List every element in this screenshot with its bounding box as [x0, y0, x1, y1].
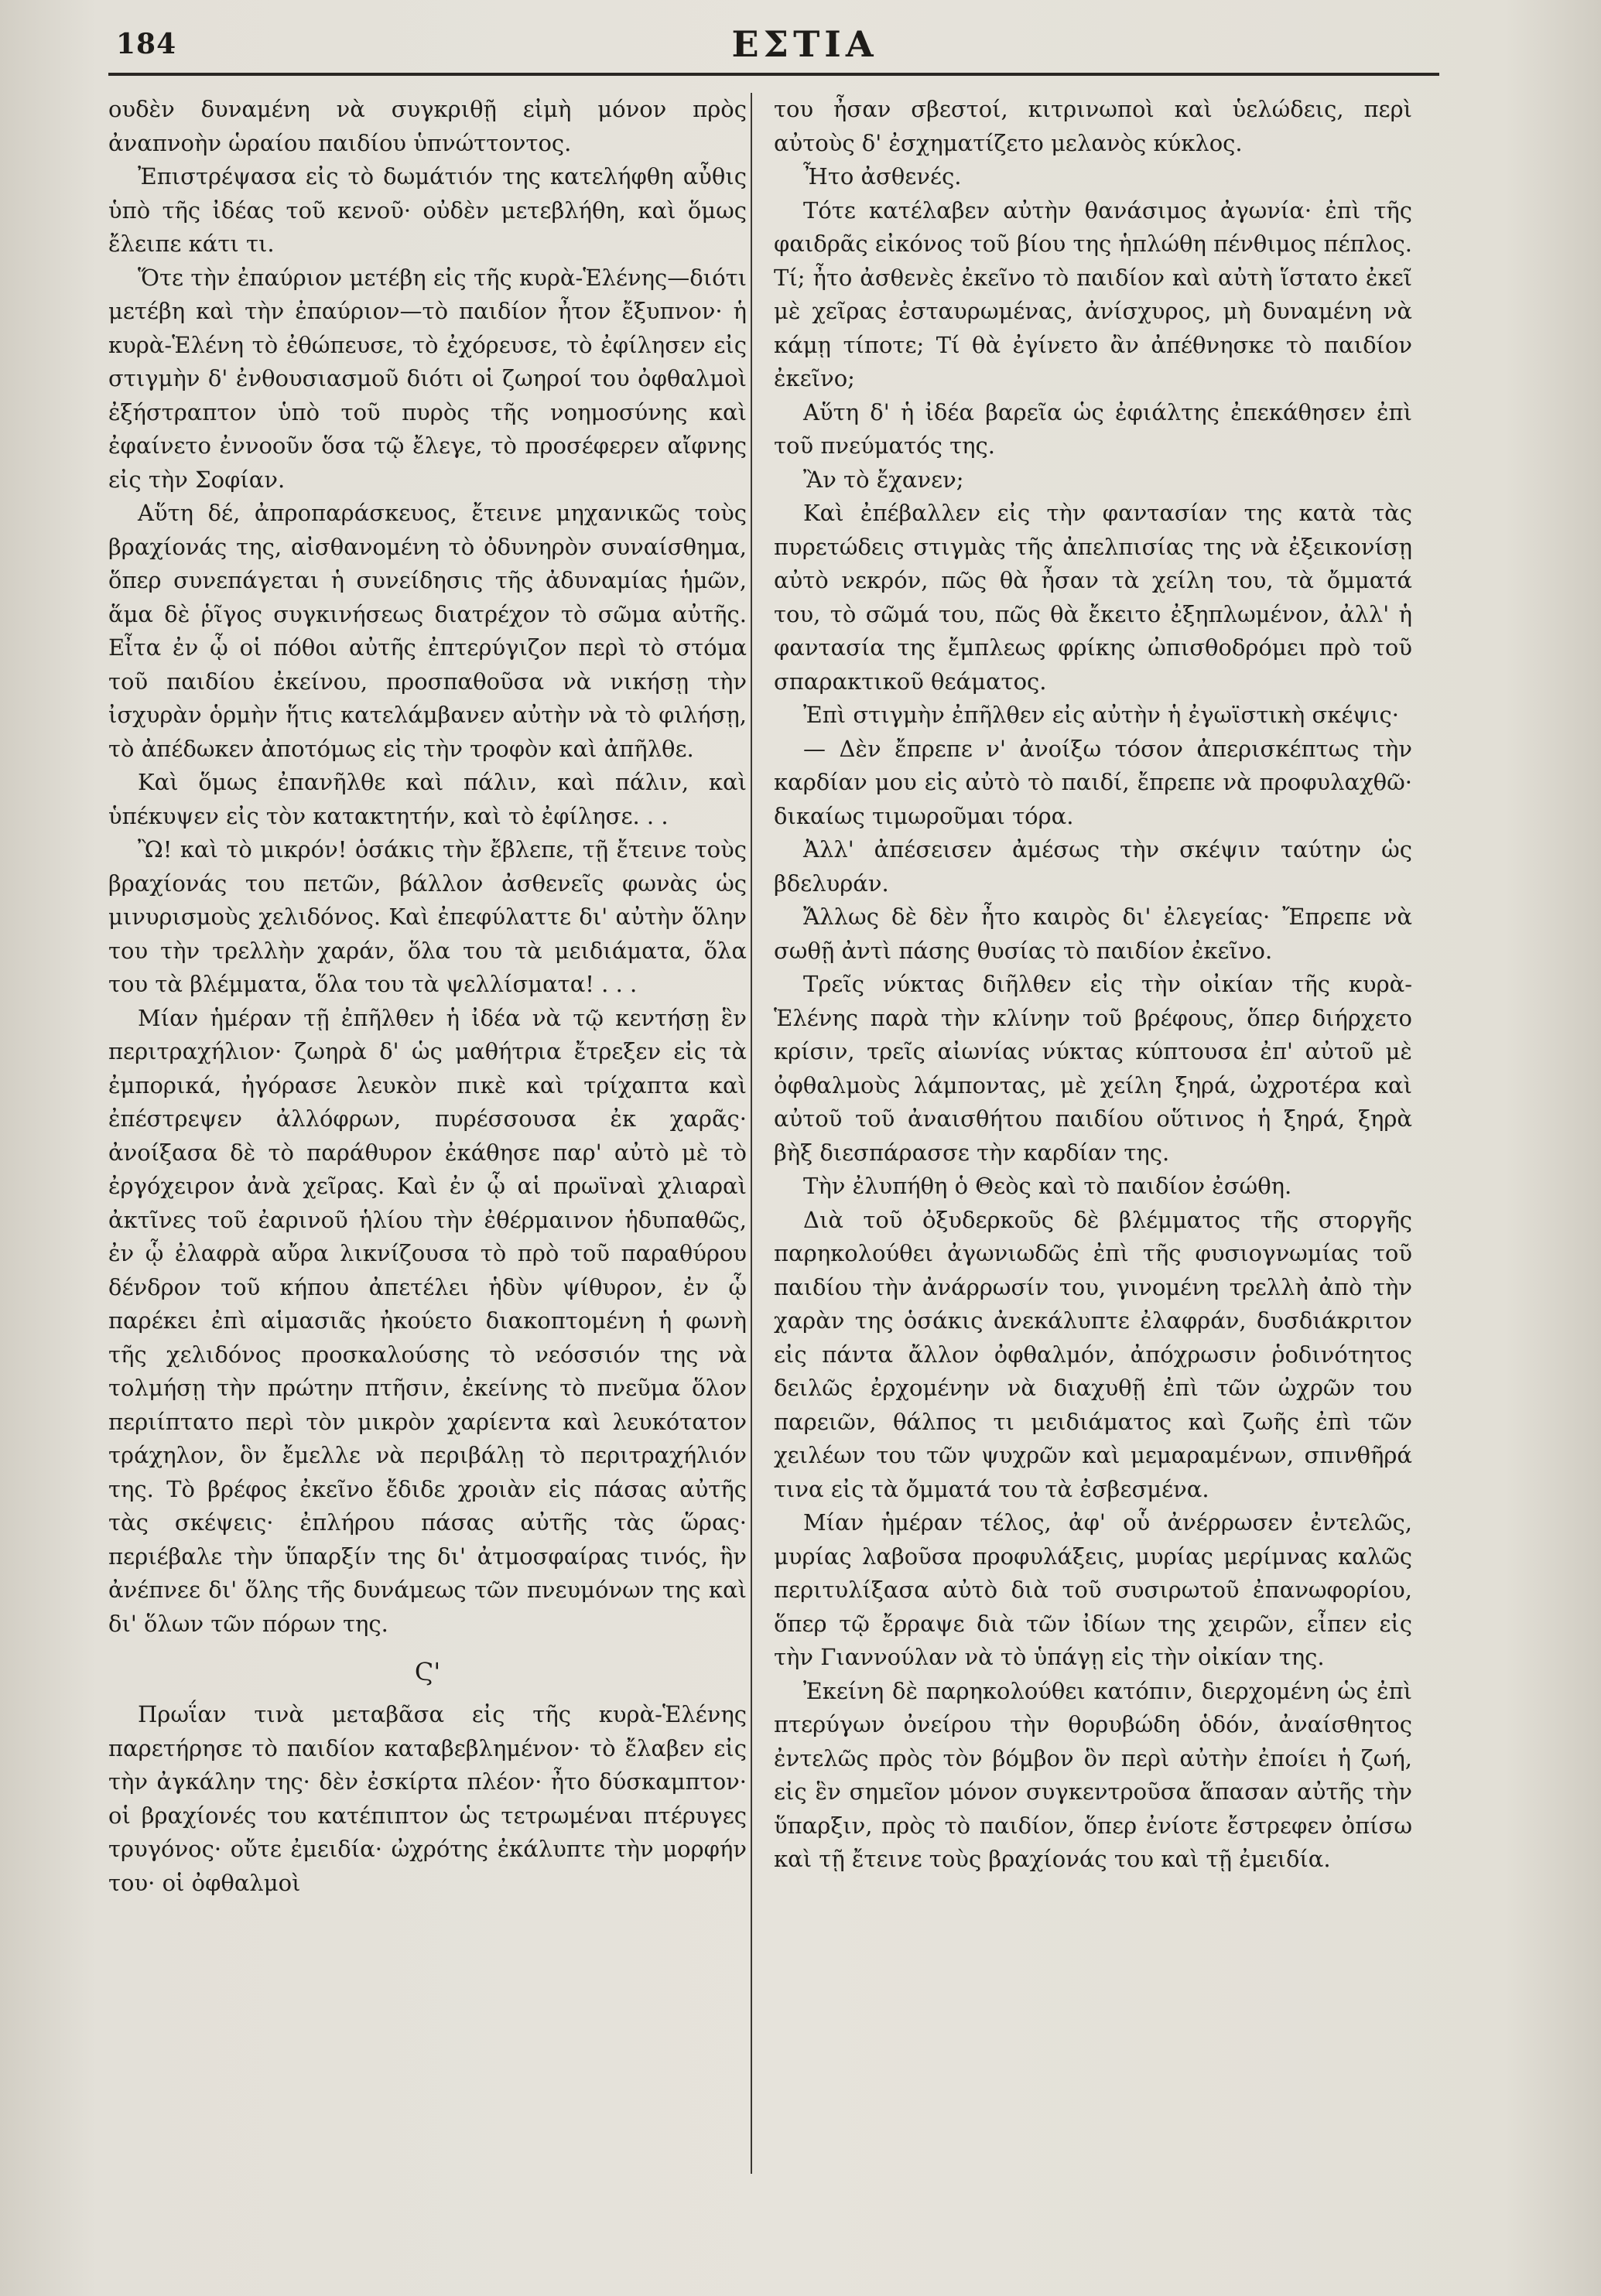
paragraph: Αὕτη δ' ἡ ἰδέα βαρεῖα ὡς ἐφιάλτης ἐπεκάθησεν ἐπὶ τοῦ πνεύματός της. [774, 398, 1412, 459]
header-rule [108, 73, 1439, 76]
paragraph: Πρωΐαν τινὰ μεταβᾶσα εἰς τῆς κυρὰ-Ἑλένης παρετήρησε τὸ παιδίον καταβεβλημένον· τὸ ἔλαβεν εἰς τὴν ἀγκάλην της· δὲν ἐσκίρτα πλέον· ἦτο δύσκαμπτον· οἱ βραχίονές του κατέπιπτον ὡς τετρωμέναι πτέρυγες τρυγόνος· οὔτε ἐμειδία· ὠχρότης ἐκάλυπτε τὴν μορφήν του· οἱ ὀφθαλμοὶ [108, 1701, 747, 1896]
right-column [774, 93, 1412, 2251]
paragraph: Μίαν ἡμέραν τέλος, ἀφ' οὗ ἀνέρρωσεν ἐντελῶς, μυρίας λαβοῦσα προφυλάξεις, μυρίας μερίμνας καλῶς περιτυλίξασα αὐτὸ διὰ τοῦ συσιρωτοῦ ἐπανωφορίου, ὅπερ τῷ ἔρραψε διὰ τῶν ἰδίων της χειρῶν, εἶπεν εἰς τὴν Γιαννούλαν νὰ τὸ ὑπάγῃ εἰς τὴν οἰκίαν της. [774, 1509, 1412, 1670]
section-number: Ϛ' [414, 1657, 441, 1686]
paragraph: — Δὲν ἔπρεπε ν' ἀνοίξω τόσον ἀπερισκέπτως τὴν καρδίαν μου εἰς αὐτὸ τὸ παιδί, ἔπρεπε νὰ προφυλαχθῶ· δικαίως τιμωροῦμαι τόρα. [774, 735, 1412, 829]
paragraph: Καὶ ἐπέβαλλεν εἰς τὴν φαντασίαν της κατὰ τὰς πυρετώδεις στιγμὰς τῆς ἀπελπισίας της νὰ ἐξεικονίσῃ αὐτὸ νεκρόν, πῶς θὰ ἦσαν τὰ χείλη του, τὰ ὄμματά του, τὸ σῶμά του, πῶς θὰ ἔκειτο ἐξηπλωμένον, ἀλλ' ἡ φαντασία της ἔμπλεως φρίκης ὠπισθοδρόμει πρὸ τοῦ σπαρακτικοῦ θεάματος. [774, 500, 1412, 695]
paragraph: Ἐπὶ στιγμὴν ἐπῆλθεν εἰς αὐτὴν ἡ ἐγωϊστικὴ σκέψις· [803, 702, 1399, 728]
paragraph: Ἀλλ' ἀπέσεισεν ἀμέσως τὴν σκέψιν ταύτην ὡς βδελυράν. [774, 836, 1412, 897]
paragraph: Ἦτο ἀσθενές. [803, 163, 962, 190]
left-column-text [108, 93, 747, 1641]
paragraph: Ἐπιστρέψασα εἰς τὸ δωμάτιόν της κατελήφθη αὖθις ὑπὸ τῆς ἰδέας τοῦ κενοῦ· οὐδὲν μετεβλήθη, καὶ ὅμως ἔλειπε κάτι τι. [108, 163, 747, 257]
paragraph: Τότε κατέλαβεν αὐτὴν θανάσιμος ἀγωνία· ἐπὶ τῆς φαιδρᾶς εἰκόνος τοῦ βίου της ἡπλώθη πένθιμος πέπλος. Τί; ἦτο ἀσθενὲς ἐκεῖνο τὸ παιδίον καὶ αὐτὴ ἵστατο ἐκεῖ μὲ χεῖρας ἐσταυρωμένας, ἀνίσχυρος, μὴ δυναμένη νὰ κάμῃ τίποτε; Τί θὰ ἐγίνετο ἂν ἀπέθνησκε τὸ παιδίον ἐκεῖνο; [774, 196, 1412, 391]
left-column-text-after-section [108, 1698, 747, 1900]
left-column [108, 93, 747, 2251]
paragraph: ουδὲν δυναμένη νὰ συγκριθῇ εἰμὴ μόνον πρὸς ἀναπνοὴν ὡραίου παιδίου ὑπνώττοντος. [108, 96, 747, 156]
paragraph: Ἂν τὸ ἔχανεν; [803, 466, 964, 493]
paragraph: Ἄλλως δὲ δὲν ἦτο καιρὸς δι' ἐλεγείας· Ἔπρεπε νὰ σωθῇ ἀντὶ πάσης θυσίας τὸ παιδίον ἐκεῖνο. [774, 904, 1412, 964]
page-number: 184 [116, 28, 177, 60]
paragraph: του ἦσαν σβεστοί, κιτρινωποὶ καὶ ὑελώδεις, περὶ αὐτοὺς δ' ἐσχηματίζετο μελανὸς κύκλος. [774, 96, 1412, 156]
paragraph: Μίαν ἡμέραν τῇ ἐπῆλθεν ἡ ἰδέα νὰ τῷ κεντήσῃ ἓν περιτραχήλιον· ζωηρὰ δ' ὡς μαθήτρια ἔτρεξεν εἰς τὰ ἐμπορικά, ἠγόρασε λευκὸν πικὲ καὶ τρίχαπτα καὶ ἐπέστρεψεν ἀλλόφρων, πυρέσσουσα ἐκ χαρᾶς· ἀνοίξασα δὲ τὸ παράθυρον ἐκάθησε παρ' αὐτὸ μὲ τὸ ἐργόχειρον ἀνὰ χεῖρας. Καὶ ἐν ᾧ αἱ πρωϊναὶ χλιαραὶ ἀκτῖνες τοῦ ἐαρινοῦ ἡλίου τὴν ἐθέρμαινον ἡδυπαθῶς, ἐν ᾧ ἐλαφρὰ αὔρα λικνίζουσα τὸ πρὸ τοῦ παραθύρου δένδρον τοῦ κήπου ἀπετέλει ἡδὺν ψίθυρον, ἐν ᾧ παρέκει ἐπὶ αἱμασιᾶς ἠκούετο διακοπτομένη ἡ φωνὴ τῆς χελιδόνος προσκαλούσης τὸ νεόσσιόν της νὰ τολμήσῃ τὴν πρώτην πτῆσιν, ἐκείνης τὸ πνεῦμα ὅλον περιίπτατο περὶ τὸν μικρὸν χαρίεντα καὶ λευκότατον τράχηλον, ὃν ἔμελλε νὰ περιβάλῃ τὸ περιτραχήλιόν της. Τὸ βρέφος ἐκεῖνο ἔδιδε χροιὰν εἰς πάσας αὐτῆς τὰς σκέψεις· ἐπλήρου πάσας αὐτῆς τὰς ὥρας· περιέβαλε τὴν ὕπαρξίν της δι' ἀτμοσφαίρας τινός, ἣν ἀνέπνεε δι' ὅλης τῆς δυνάμεως τῶν πνευμόνων της καὶ δι' ὅλων τῶν πόρων της. [108, 1004, 747, 1637]
paragraph: Τρεῖς νύκτας διῆλθεν εἰς τὴν οἰκίαν τῆς κυρὰ-Ἑλένης παρὰ τὴν κλίνην τοῦ βρέφους, ὅπερ διήρχετο κρίσιν, τρεῖς αἰωνίας νύκτας κύπτουσα ἐπ' αὐτοῦ μὲ ὀφθαλμοὺς λάμποντας, μὲ χείλη ξηρά, ὠχροτέρα καὶ αὐτοῦ τοῦ ἀναισθήτου παιδίου οὕτινος ἡ ξηρά, ξηρὰ βὴξ διεσπάρασσε τὴν καρδίαν της. [774, 971, 1412, 1166]
paragraph: Διὰ τοῦ ὀξυδερκοῦς δὲ βλέμματος τῆς στοργῆς παρηκολούθει ἀγωνιωδῶς ἐπὶ τῆς φυσιογνωμίας τοῦ παιδίου τὴν ἀνάρρωσίν του, γινομένη τρελλὴ ἀπὸ τὴν χαρὰν της ὁσάκις ἀνεκάλυπτε ἐλαφράν, δυσδιάκριτον εἰς πάντα ἄλλον ὀφθαλμόν, ἀπόχρωσιν ῥοδινότητος δειλῶς ἐρχομένην νὰ διαχυθῇ ἐπὶ τῶν ὠχρῶν του παρειῶν, θάλπος τι μειδιάματος καὶ ζωῆς ἐπὶ τῶν χειλέων του τῶν ψυχρῶν καὶ μεμαραμένων, σπινθῆρά τινα εἰς τὰ ὄμματά του τὰ ἐσβεσμένα. [774, 1206, 1412, 1502]
column-divider [751, 93, 752, 2174]
paragraph: Αὕτη δέ, ἀπροπαράσκευος, ἔτεινε μηχανικῶς τοὺς βραχίονάς της, αἰσθανομένη τὸ ὀδυνηρὸν συναίσθημα, ὅπερ συνεπάγεται ἡ συνείδησις τῆς ἀδυναμίας ἡμῶν, ἅμα δὲ ῥῖγος συγκινήσεως διατρέχον τὸ σῶμα αὐτῆς. Εἶτα ἐν ᾧ οἱ πόθοι αὐτῆς ἐπτερύγιζον περὶ τὸ στόμα τοῦ παιδίου ἐκείνου, προσπαθοῦσα νὰ νικήσῃ τὴν ἰσχυρὰν ὁρμὴν ἥτις κατελάμβανεν αὐτὴν νὰ τὸ φιλήσῃ, τὸ ἀπέδωκεν ἀποτόμως εἰς τὴν τροφὸν καὶ ἀπῆλθε. [108, 500, 747, 762]
right-column-text [774, 93, 1412, 1877]
paragraph: Τὴν ἐλυπήθη ὁ Θεὸς καὶ τὸ παιδίον ἐσώθη. [803, 1173, 1292, 1199]
running-title: ΕΣΤΙΑ [731, 23, 878, 65]
paragraph: Ἐκείνη δὲ παρηκολούθει κατόπιν, διερχομένη ὡς ἐπὶ πτερύγων ὀνείρου τὴν θορυβώδη ὁδόν, ἀναίσθητος ἐντελῶς πρὸς τὸν βόμβον ὃν περὶ αὐτὴν ἐποίει ἡ ζωή, εἰς ἓν σημεῖον μόνον συγκεντροῦσα ἅπασαν αὐτῆς τὴν ὕπαρξιν, πρὸς τὸ παιδίον, ὅπερ ἐνίοτε ἔστρεφεν ὀπίσω καὶ τῇ ἔτεινε τοὺς βραχίονάς του καὶ τῇ ἐμειδία. [774, 1677, 1412, 1872]
paragraph: Καὶ ὅμως ἐπανῆλθε καὶ πάλιν, καὶ πάλιν, καὶ ὑπέκυψεν εἰς τὸν κατακτητήν, καὶ τὸ ἐφίλησε. . . [108, 769, 747, 829]
paragraph: Ὢ! καὶ τὸ μικρόν! ὁσάκις τὴν ἔβλεπε, τῇ ἔτεινε τοὺς βραχίονάς του πετῶν, βάλλον ἀσθενεῖς φωνὰς ὡς μινυρισμοὺς χελιδόνος. Καὶ ἐπεφύλαττε δι' αὐτὴν ὅλην του τὴν τρελλὴν χαράν, ὅλα του τὰ μειδιάματα, ὅλα του τὰ βλέμματα, ὅλα του τὰ ψελλίσματα! . . . [108, 836, 747, 997]
paragraph: Ὅτε τὴν ἐπαύριον μετέβη εἰς τῆς κυρὰ-Ἑλένης—διότι μετέβη καὶ τὴν ἐπαύριον—τὸ παιδίον ἦτον ἔξυπνον· ἡ κυρὰ-Ἑλένη τὸ ἐθώπευσε, τὸ ἐχόρευσε, τὸ ἐφίλησεν εἰς στιγμὴν δ' ἐνθουσιασμοῦ διότι οἱ ζωηροί του ὀφθαλμοὶ ἐξήστραπτον ὑπὸ τοῦ πυρὸς τῆς νοημοσύνης καὶ ἐφαίνετο ἐννοοῦν ὅσα τῷ ἔλεγε, τὸ προσέφερεν αἴφνης εἰς τὴν Σοφίαν. [108, 264, 747, 493]
page-header [108, 23, 1501, 70]
